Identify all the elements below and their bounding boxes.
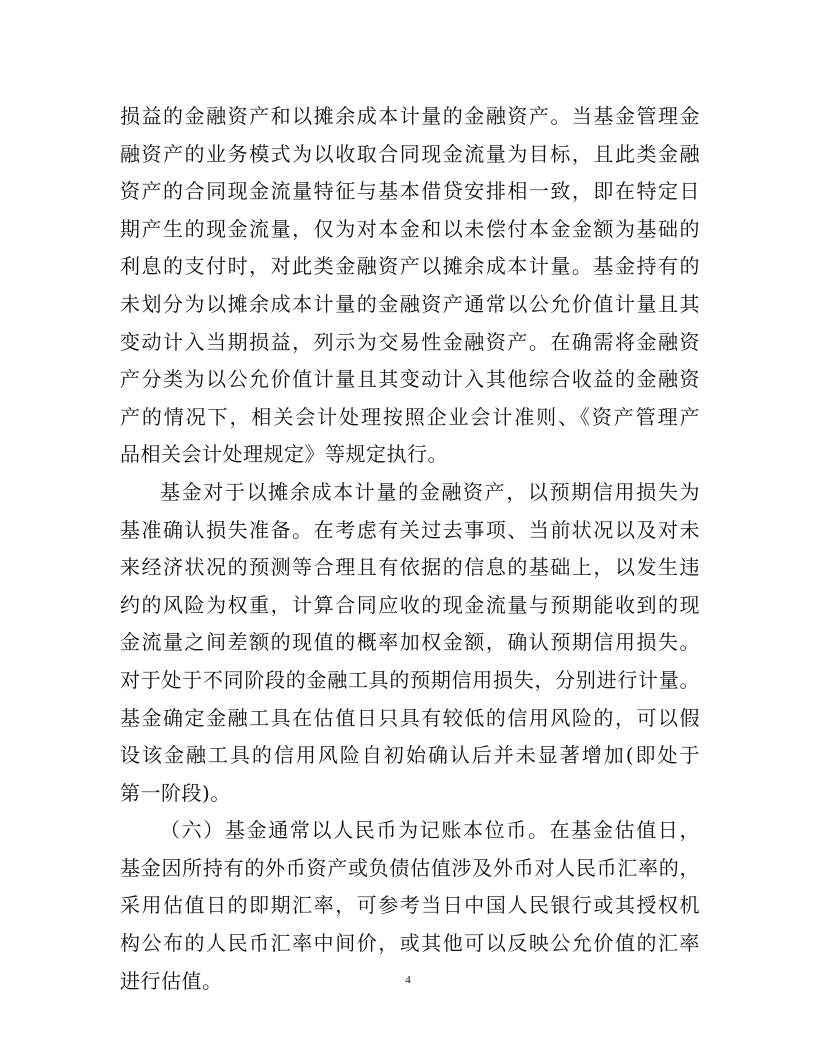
text-line: 产的情况下，相关会计处理按照企业会计准则、《资产管理产 [120, 404, 700, 429]
text-line: 构公布的人民币汇率中间价，或其他可以反映公允价值的汇率 [120, 931, 700, 956]
text-line: 约的风险为权重，计算合同应收的现金流量与预期能收到的现 [120, 592, 700, 617]
page-number: 4 [405, 974, 411, 986]
text-line: 利息的支付时，对此类金融资产以摊余成本计量。基金持有的 [120, 254, 700, 279]
text-line: 基金对于以摊余成本计量的金融资产，以预期信用损失为 [160, 479, 700, 504]
text-line: 基准确认损失准备。在考虑有关过去事项、当前状况以及对未 [120, 517, 700, 542]
text-line: 期产生的现金流量，仅为对本金和以未偿付本金金额为基础的 [120, 216, 700, 241]
body-text [120, 98, 700, 1000]
text-line: 第一阶段)。 [120, 780, 231, 805]
text-line: 资产的合同现金流量特征与基本借贷安排相一致，即在特定日 [120, 179, 700, 204]
text-line: （六）基金通常以人民币为记账本位币。在基金估值日， [160, 818, 700, 843]
text-line: 采用估值日的即期汇率，可参考当日中国人民银行或其授权机 [120, 893, 700, 918]
text-line: 设该金融工具的信用风险自初始确认后并未显著增加(即处于 [120, 743, 700, 768]
text-line: 融资产的业务模式为以收取合同现金流量为目标，且此类金融 [120, 141, 700, 166]
text-line: 未划分为以摊余成本计量的金融资产通常以公允价值计量且其 [120, 291, 700, 316]
text-line: 基金确定金融工具在估值日只具有较低的信用风险的，可以假 [120, 705, 700, 730]
text-line: 对于处于不同阶段的金融工具的预期信用损失，分别进行计量。 [120, 667, 700, 692]
text-line: 来经济状况的预测等合理且有依据的信息的基础上，以发生违 [120, 555, 700, 580]
text-line: 产分类为以公允价值计量且其变动计入其他综合收益的金融资 [120, 367, 700, 392]
text-line: 损益的金融资产和以摊余成本计量的金融资产。当基金管理金 [120, 104, 700, 128]
text-line: 金流量之间差额的现值的概率加权金额，确认预期信用损失。 [120, 630, 700, 655]
text-line: 变动计入当期损益，列示为交易性金融资产。在确需将金融资 [120, 329, 700, 354]
text-line: 基金因所持有的外币资产或负债估值涉及外币对人民币汇率的， [120, 855, 700, 880]
text-line: 品相关会计处理规定》等规定执行。 [120, 442, 448, 467]
text-line: 进行估值。 [120, 968, 223, 993]
